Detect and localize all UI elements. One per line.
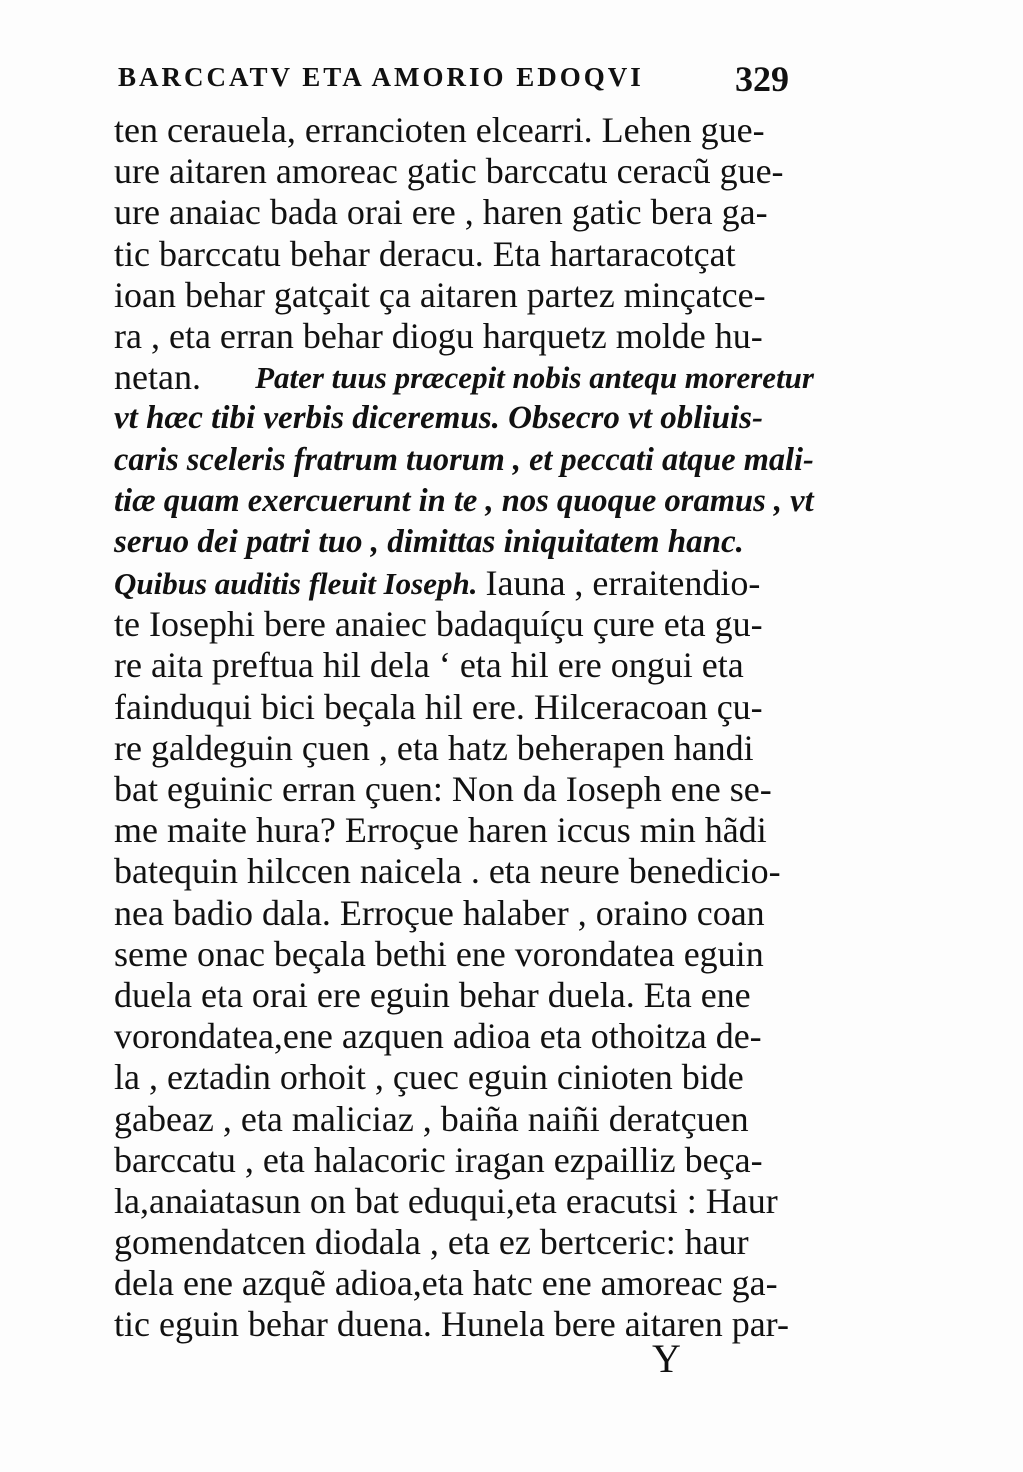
text-line: seme onac beçala bethi ene vorondatea eguin [114, 933, 764, 974]
text-line: vorondatea,ene azquen adioa eta othoitza de- [114, 1016, 762, 1057]
text-line: nea badio dala. Erroçue halaber , oraino coan [114, 892, 765, 933]
text-line: la,anaiatasun on bat eduqui,eta eracutsi : Haur [114, 1180, 778, 1221]
text-line: ioan behar gatçait ça aitaren partez minçatce- [114, 274, 766, 315]
catchword: Y [652, 1336, 681, 1381]
text-line: ten cerauela, errancioten elcearri. Lehen gue- [114, 110, 765, 150]
text-line: gomendatcen diodala , eta ez bertceric: haur [114, 1222, 749, 1263]
text-line: re aita preftua hil dela ‘ eta hil ere ongui eta [114, 645, 744, 686]
text-line-mixed [114, 357, 814, 398]
roman-segment: netan. [114, 357, 201, 398]
text-line: gabeaz , eta maliciaz , baiña naiñi deratçuen [114, 1098, 749, 1139]
text-line-mixed [114, 563, 814, 604]
latin-quotation: Quibus auditis fleuit Ioseph. [114, 566, 478, 602]
latin-line: caris sceleris fratrum tuorum , et peccati atque mali- [114, 441, 814, 478]
text-line: re galdeguin çuen , eta hatz beherapen handi [114, 727, 754, 768]
running-head: BARCCATV ETA AMORIO EDOQVI [118, 62, 644, 92]
roman-segment: Iauna , erraitendio- [485, 563, 761, 604]
latin-quotation: Pater tuus præcepit nobis antequ moreretur [255, 360, 814, 396]
text-line: te Iosephi bere anaiec badaquíçu çure eta gu- [114, 604, 763, 645]
text-line: fainduqui bici beçala hil ere. Hilceracoan çu- [114, 686, 763, 727]
latin-line: seruo dei patri tuo , dimittas iniquitatem hanc. [114, 523, 744, 560]
page-number: 329 [735, 59, 789, 99]
body-text [114, 110, 814, 1346]
latin-line: vt hæc tibi verbis diceremus. Obsecro vt obliuis- [114, 400, 763, 437]
latin-line: tiæ quam exercuerunt in te , nos quoque oramus , vt [114, 482, 814, 519]
text-line: la , eztadin orhoit , çuec eguin cinioten bide [114, 1057, 744, 1098]
text-line: tic eguin behar duena. Hunela bere aitaren par- [114, 1304, 789, 1345]
text-line: bat eguinic erran çuen: Non da Ioseph ene se- [114, 769, 772, 809]
text-line: batequin hilccen naicela . eta neure benedicio- [114, 851, 781, 892]
text-line: tic barccatu behar deracu. Eta hartaracotçat [114, 233, 736, 274]
text-line: ra , eta erran behar diogu harquetz molde hu- [114, 315, 763, 356]
text-line: ure aitaren amoreac gatic barccatu ceracũ gue- [114, 151, 784, 192]
text-line: barccatu , eta halacoric iragan ezpailliz beça- [114, 1139, 763, 1180]
text-line: me maite hura? Erroçue haren iccus min hãdi [114, 810, 767, 851]
text-line: duela eta orai ere eguin behar duela. Eta ene [114, 974, 751, 1015]
text-line: ure anaiac bada orai ere , haren gatic bera ga- [114, 192, 768, 233]
text-line: dela ene azquẽ adioa,eta hatc ene amoreac ga- [114, 1263, 778, 1304]
